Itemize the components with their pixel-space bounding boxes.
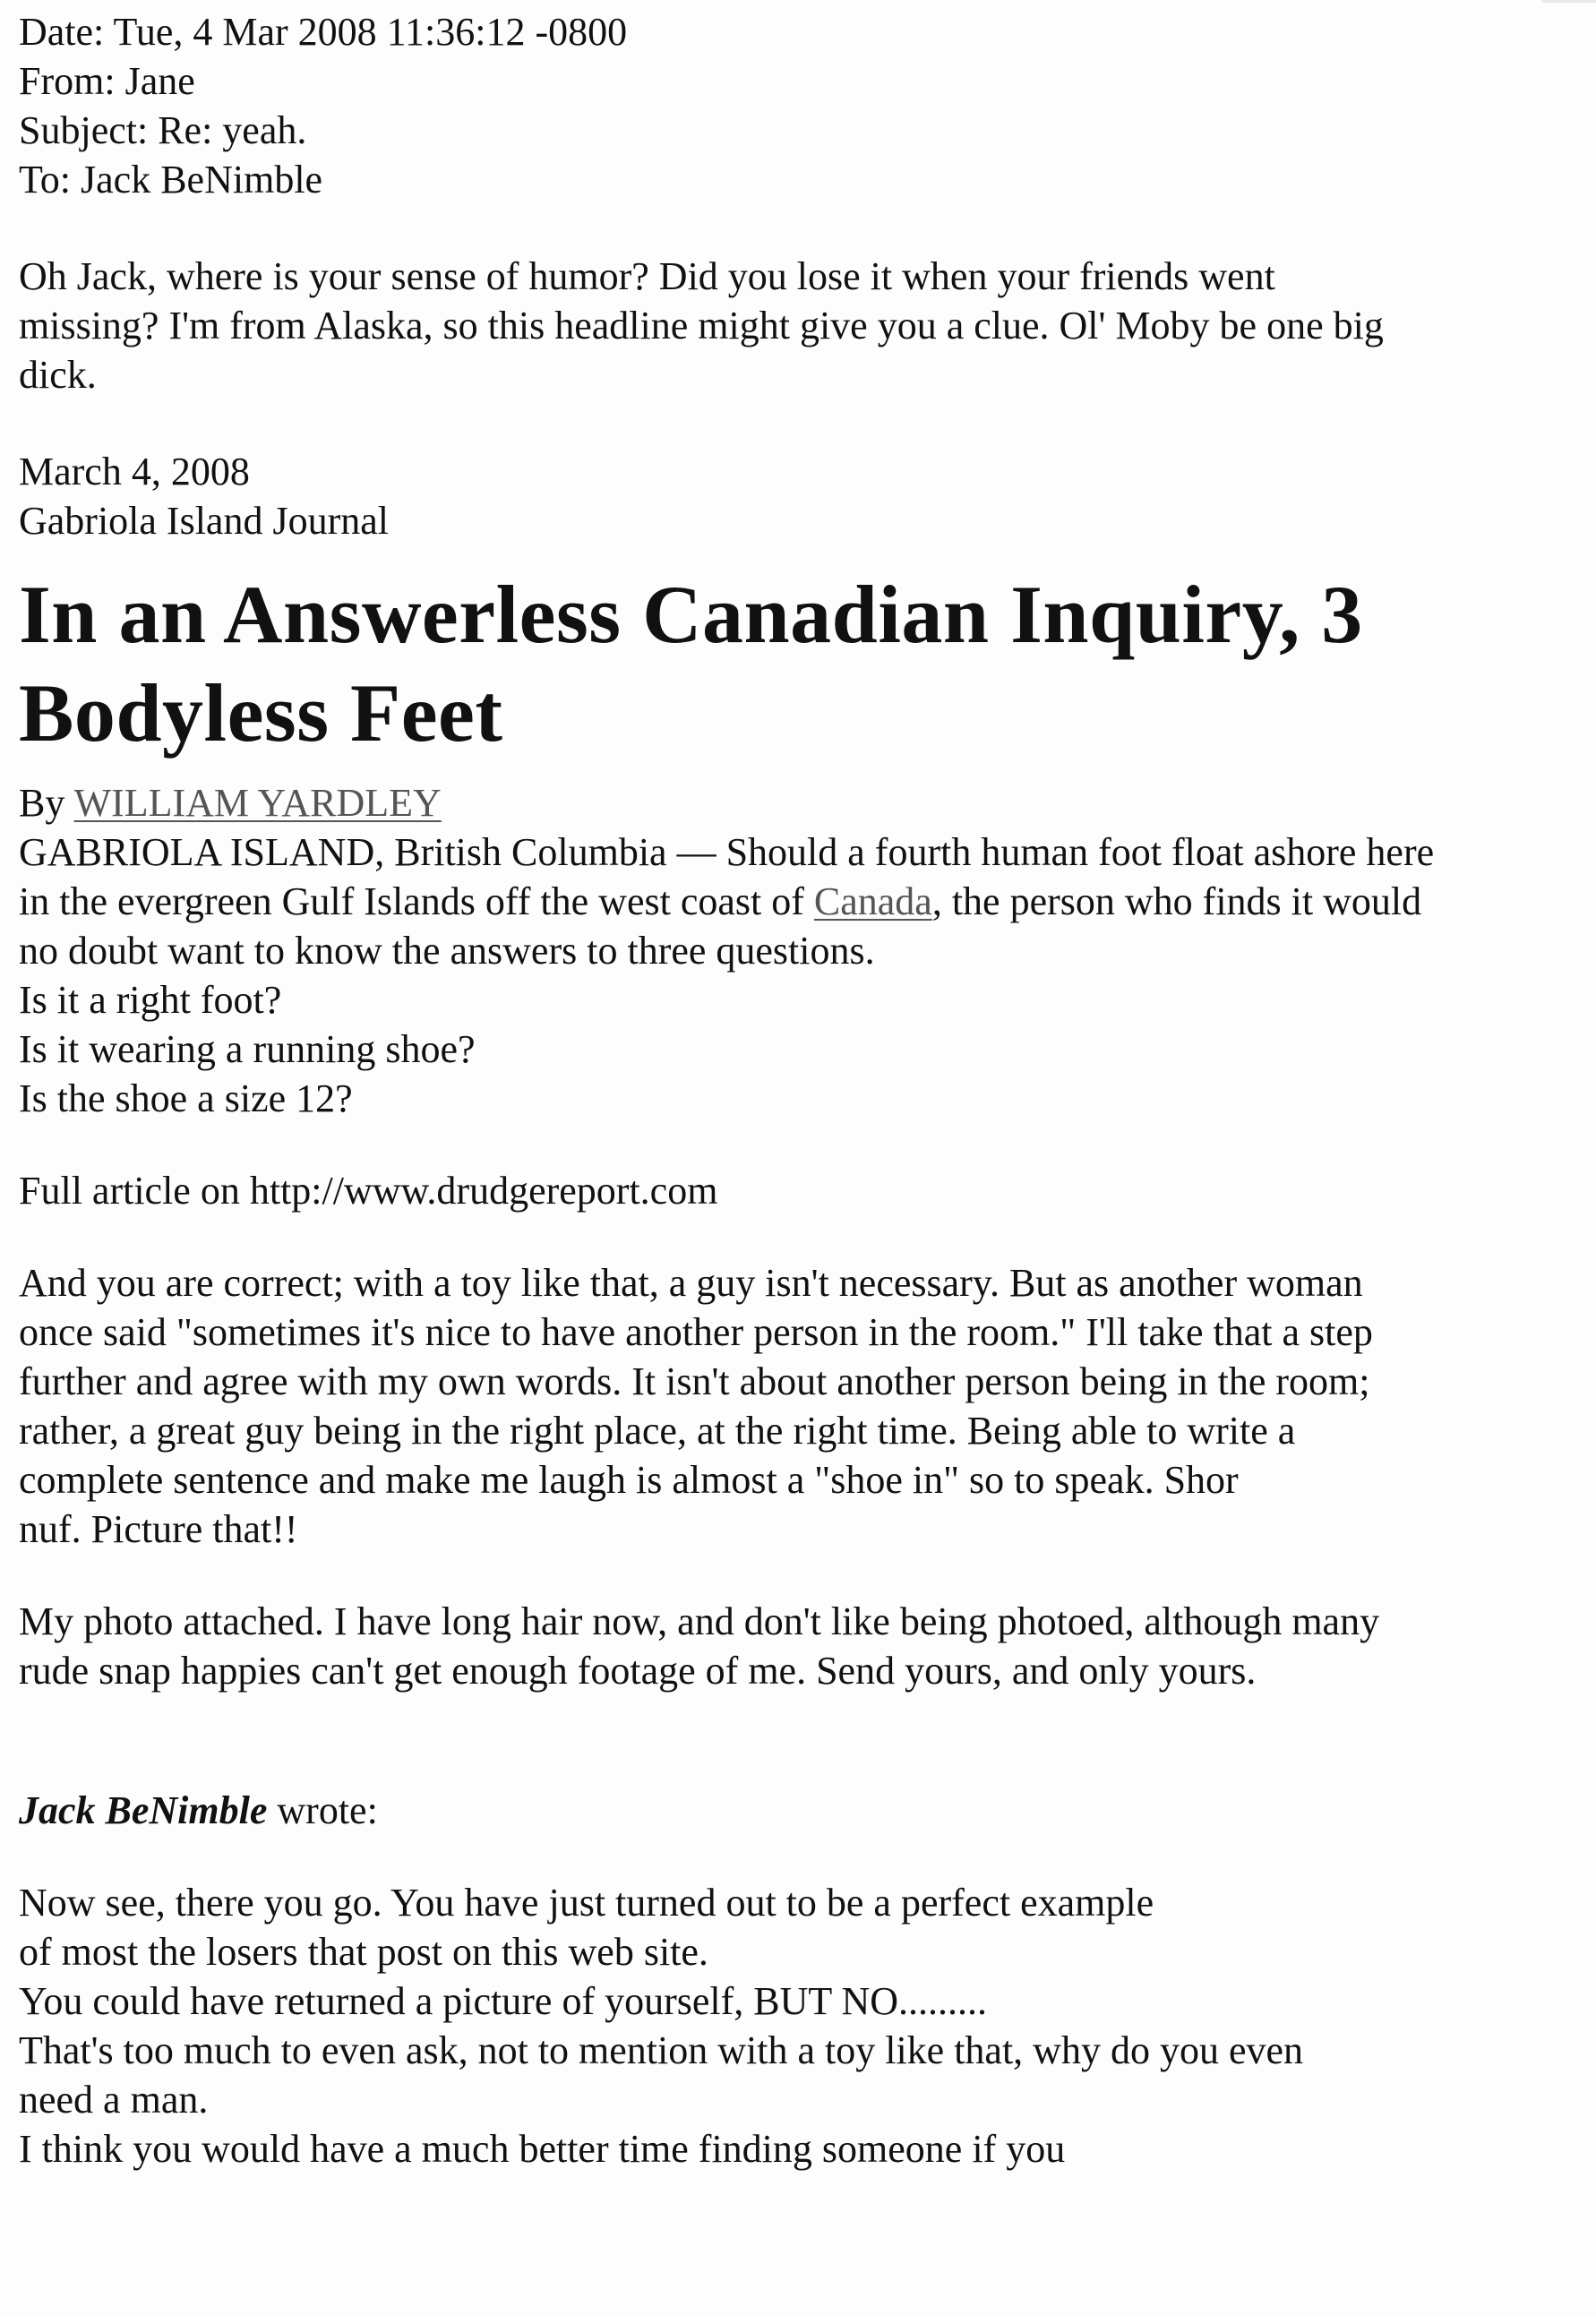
article-line-text: , the person who finds it would — [931, 879, 1422, 923]
dateline — [19, 447, 1582, 545]
paragraph-line: rude snap happies can't get enough footage of me. Send yours, and only yours. — [19, 1649, 1257, 1693]
paragraph-line: nuf. Picture that!! — [19, 1507, 298, 1551]
intro-line: missing? I'm from Alaska, so this headline might give you a clue. Ol' Moby be one big — [19, 304, 1384, 347]
paragraph-line: My photo attached. I have long hair now, and don't like being photoed, although many — [19, 1599, 1380, 1643]
article-headline — [19, 565, 1582, 762]
intro-paragraph — [19, 252, 1582, 399]
photo-paragraph — [19, 1597, 1582, 1695]
headline-line: In an Answerless Canadian Inquiry, 3 — [19, 569, 1363, 660]
quoted-reply — [19, 1786, 1582, 2174]
paragraph-line: rather, a great guy being in the right place, at the right time. Being able to write a — [19, 1409, 1296, 1453]
reply-attribution — [19, 1786, 1582, 1835]
spacer — [19, 204, 1582, 252]
full-article-reference: Full article on http://www.drudgereport.com — [19, 1169, 718, 1213]
intro-line: Oh Jack, where is your sense of humor? Did you lose it when your friends went — [19, 254, 1275, 298]
reply-line: need a man. — [19, 2078, 209, 2122]
dateline-date: March 4, 2008 — [19, 450, 250, 493]
header-subject: Subject: Re: yeah. — [19, 108, 307, 152]
email-header — [19, 7, 1582, 204]
paragraph-line: further and agree with my own words. It isn't about another person being in the room; — [19, 1359, 1370, 1403]
paragraph-line: complete sentence and make me laugh is almost a "shoe in" so to speak. Shor — [19, 1458, 1239, 1502]
scan-edge-mark — [1542, 0, 1596, 3]
question-line: Is it a right foot? — [19, 978, 282, 1022]
paragraph-line: once said "sometimes it's nice to have another person in the room." I'll take that a step — [19, 1310, 1373, 1354]
spacer — [19, 1743, 1582, 1786]
spacer — [19, 399, 1582, 447]
article-body — [19, 778, 1582, 1123]
dateline-source: Gabriola Island Journal — [19, 499, 389, 543]
reply-wrote: wrote: — [267, 1788, 378, 1832]
reply-line: You could have returned a picture of yourself, BUT NO......... — [19, 1979, 988, 2023]
spacer — [19, 1695, 1582, 1743]
spacer — [19, 1835, 1582, 1878]
author-link[interactable]: WILLIAM YARDLEY — [73, 781, 442, 825]
article-line: GABRIOLA ISLAND, British Columbia — Should a fourth human foot float ashore here — [19, 830, 1435, 874]
spacer — [19, 1215, 1582, 1258]
reply-line: of most the losers that post on this web site. — [19, 1930, 708, 1974]
question-line: Is the shoe a size 12? — [19, 1076, 353, 1120]
reply-author-name: Jack BeNimble — [19, 1788, 268, 1832]
header-to: To: Jack BeNimble — [19, 158, 323, 201]
spacer — [19, 1554, 1582, 1597]
spacer — [19, 1123, 1582, 1166]
byline — [19, 778, 1582, 827]
article-line: no doubt want to know the answers to three questions. — [19, 929, 875, 973]
article-line-text: in the evergreen Gulf Islands off the west coast of — [19, 879, 814, 923]
intro-line: dick. — [19, 353, 97, 397]
article-line — [19, 877, 1582, 926]
question-line: Is it wearing a running shoe? — [19, 1027, 476, 1071]
reply-line: Now see, there you go. You have just turned out to be a perfect example — [19, 1881, 1154, 1925]
canada-link[interactable]: Canada — [813, 879, 932, 923]
email-document — [19, 7, 1582, 2174]
reply-line: That's too much to even ask, not to mention with a toy like that, why do you even — [19, 2028, 1304, 2072]
header-from: From: Jane — [19, 59, 195, 103]
paragraph-line: And you are correct; with a toy like that, a guy isn't necessary. But as another woman — [19, 1261, 1363, 1305]
header-date: Date: Tue, 4 Mar 2008 11:36:12 -0800 — [19, 10, 628, 54]
headline-line: Bodyless Feet — [19, 667, 503, 759]
byline-prefix: By — [19, 781, 74, 825]
toy-paragraph — [19, 1258, 1582, 1554]
reply-line: I think you would have a much better time finding someone if you — [19, 2127, 1066, 2171]
